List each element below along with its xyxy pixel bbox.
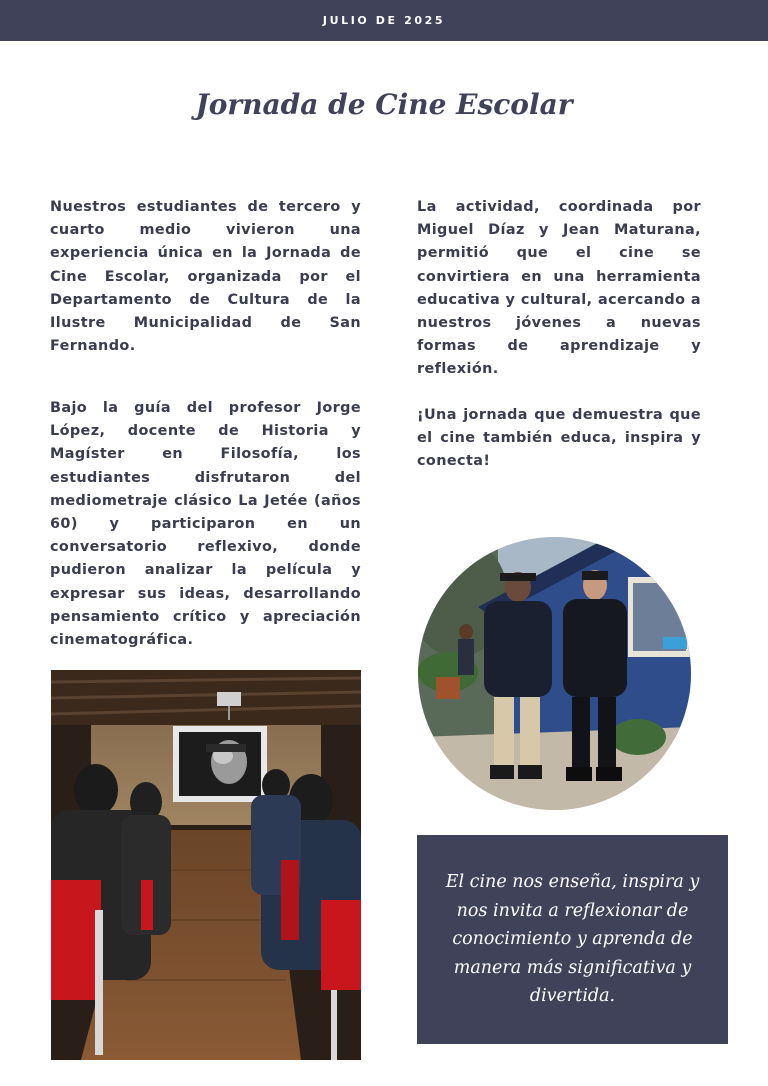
paragraph-coordination: La actividad, coordinada por Miguel Díaz y Jean Maturana, permitió que el cine se convirtiera en una herramienta educativa y cultural, acercando a nuestros jóvenes a nuevas formas de aprendizaje y reflexión. <box>417 199 701 378</box>
issue-date: JULIO DE 2025 <box>322 14 446 27</box>
paragraph-closing: ¡Una jornada que demuestra que el cine también educa, inspira y conecta! <box>417 407 701 470</box>
paragraph-intro: Nuestros estudiantes de tercero y cuarto medio vivieron una experiencia única en la Jornada de Cine Escolar, organizada por el Departamento de Cultura de la Ilustre Municipalidad de San Fernando. <box>50 199 361 355</box>
article-title: Jornada de Cine Escolar <box>195 88 573 121</box>
quote-text: El cine nos enseña, inspira y nos invita a reflexionar de conocimiento y aprenda de manera más significativa y divertida. <box>445 872 700 1007</box>
paragraph-guidance: Bajo la guía del profesor Jorge López, docente de Historia y Magíster en Filosofía, los estudiantes disfrutaron del mediometraje clásico La Jetée (años 60) y participaron en un conversatorio reflexivo, donde pudieron analizar la película y expresar sus ideas, desarrollando pensamiento crítico y apreciación cinematográfica. <box>50 400 361 649</box>
header-bar <box>0 0 768 41</box>
two-teachers-photo <box>418 537 691 810</box>
screening-room-photo <box>51 670 361 1060</box>
quote-box <box>417 835 728 1044</box>
